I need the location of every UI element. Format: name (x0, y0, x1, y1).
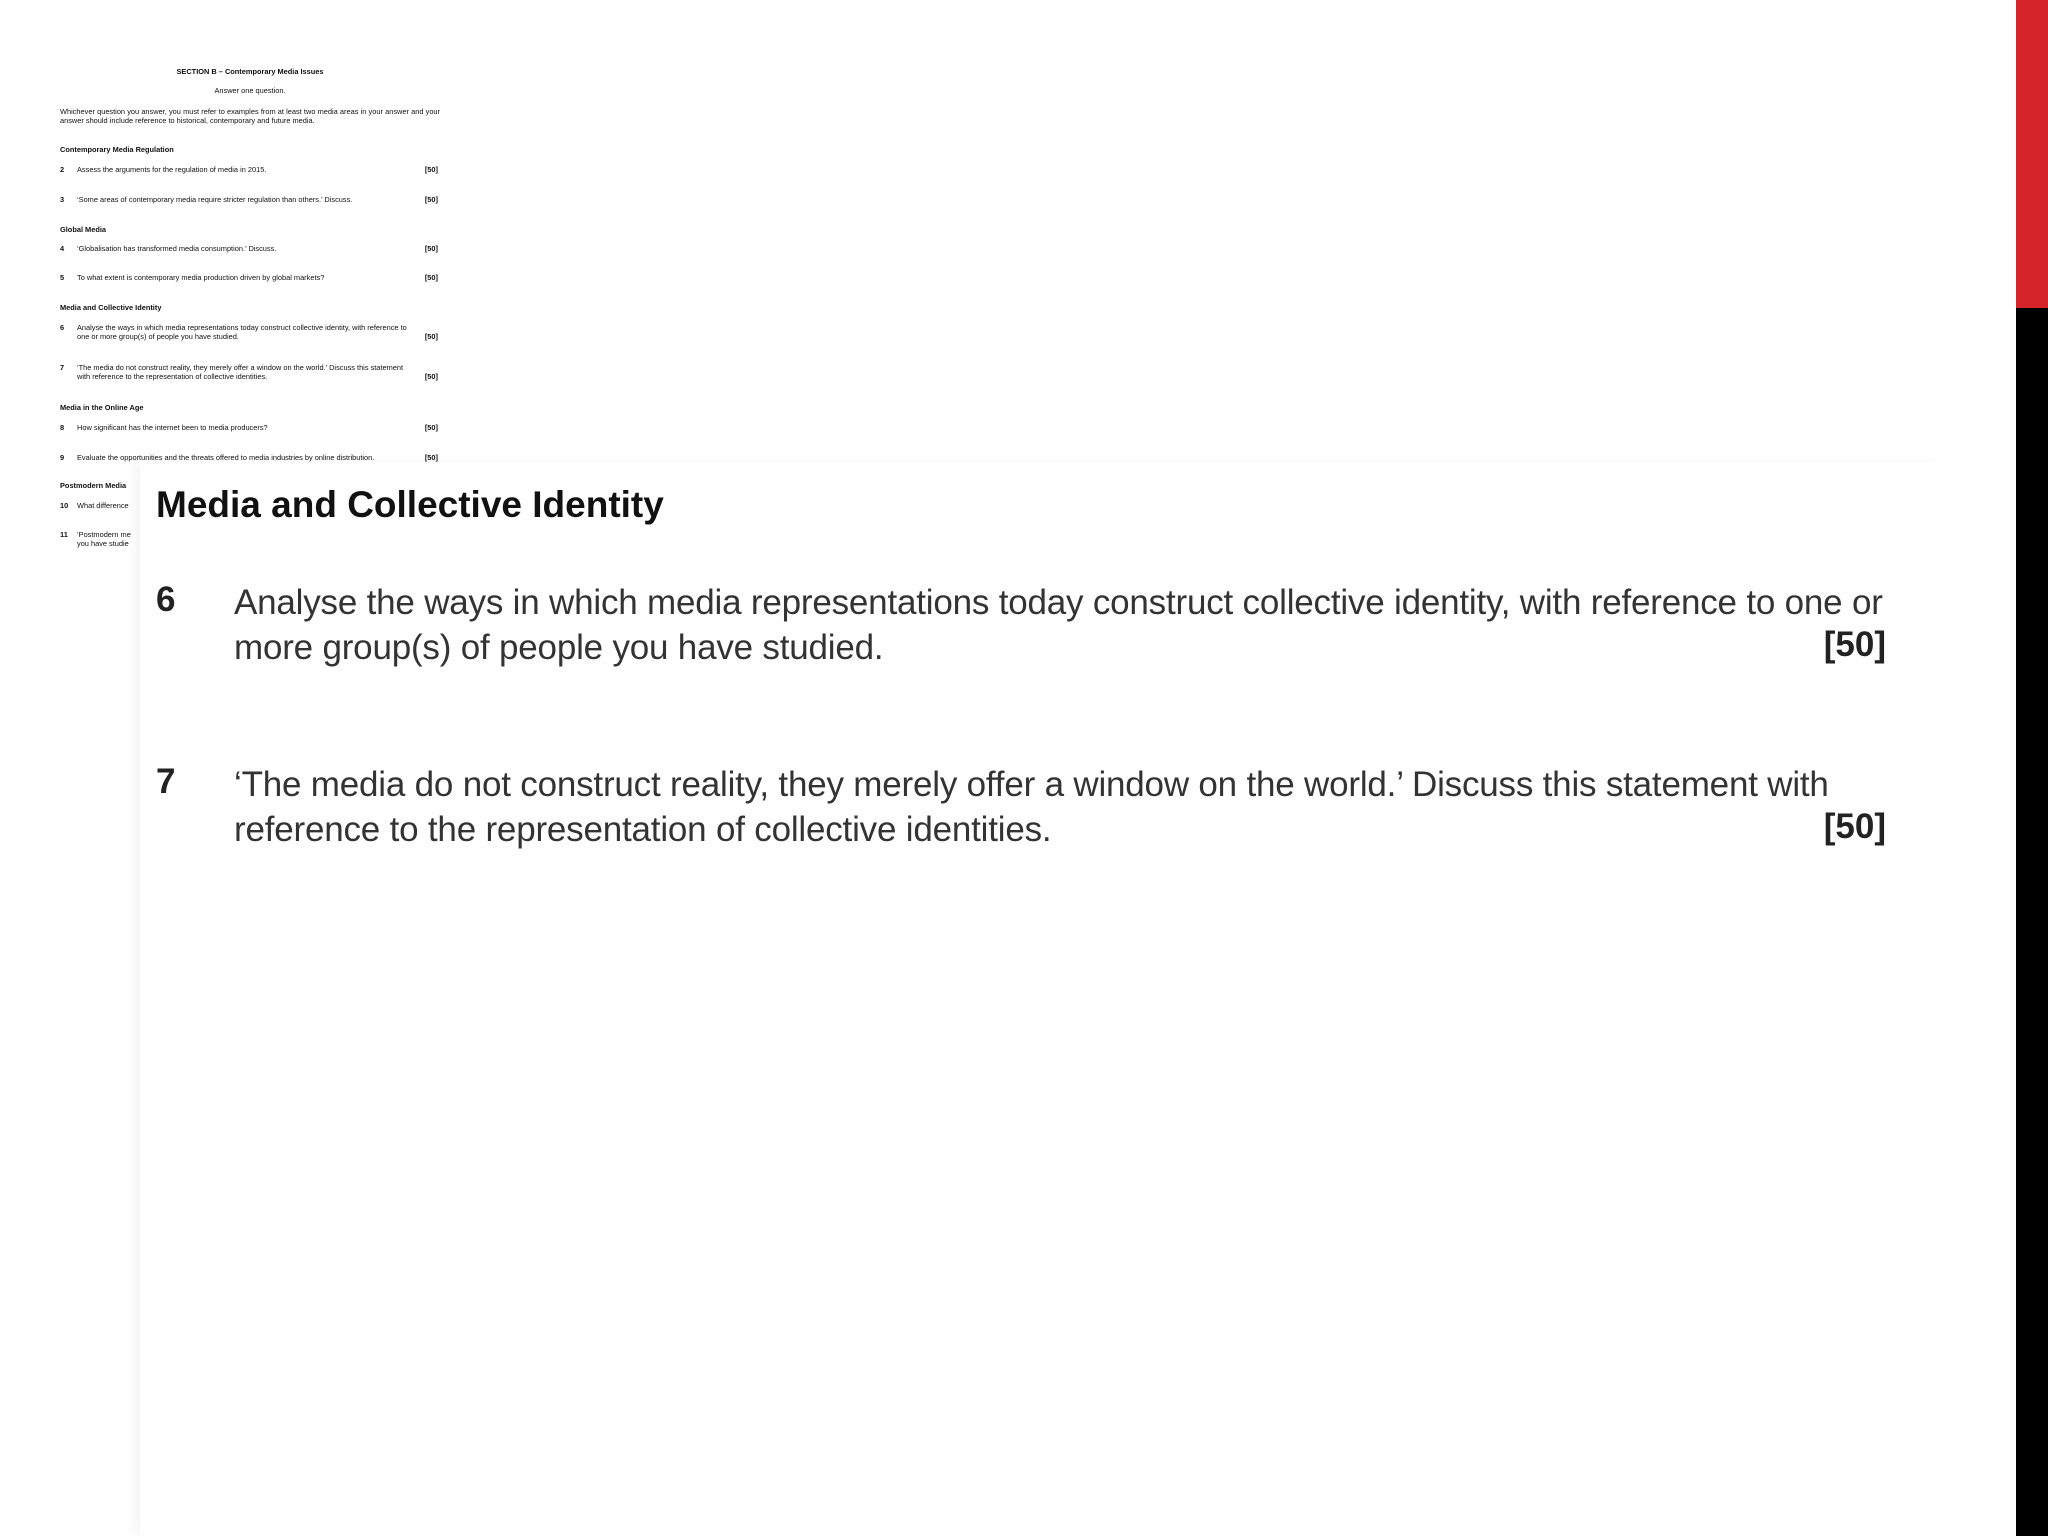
section-title: SECTION B – Contemporary Media Issues (176, 67, 324, 76)
heading-regulation: Contemporary Media Regulation (60, 145, 174, 154)
excerpt-question-text: Analyse the ways in which media representations today construct collective identity, with reference to one or more group(s) of people you have studied. (234, 583, 1883, 667)
excerpt-question-mark: [50] (1823, 807, 1886, 846)
question-number: 4 (60, 244, 65, 253)
intro-paragraph: Whichever question you answer, you must refer to examples from at least two media areas in your answer and your answer should include reference to historical, contemporary and future media. (60, 107, 440, 125)
question-number: 9 (60, 453, 65, 462)
excerpt-question-number: 7 (156, 762, 176, 801)
excerpt-question-number: 6 (156, 580, 176, 619)
zoomed-excerpt (140, 462, 1940, 1536)
heading-online: Media in the Online Age (60, 403, 144, 412)
excerpt-question-mark: [50] (1823, 625, 1886, 664)
heading-identity: Media and Collective Identity (60, 303, 162, 312)
excerpt-heading: Media and Collective Identity (156, 484, 664, 525)
answer-instruction: Answer one question. (214, 86, 286, 95)
question-mark: [50] (424, 372, 438, 381)
question-number: 10 (60, 501, 69, 510)
question-mark: [50] (424, 165, 438, 174)
heading-postmodern: Postmodern Media (60, 481, 127, 490)
question-mark: [50] (424, 244, 438, 253)
question-text: ‘Postmodern me you have studie (77, 530, 131, 548)
heading-global: Global Media (60, 225, 106, 234)
question-text: Assess the arguments for the regulation of media in 2015. (77, 165, 267, 174)
excerpt-question-text: ‘The media do not construct reality, they merely offer a window on the world.’ Discuss this statement with reference to the representation of collective identities. (234, 765, 1829, 849)
question-text: ‘The media do not construct reality, they merely offer a window on the world.’ Discuss this statement with reference to the representation of collective identities. (77, 363, 404, 381)
question-number: 2 (60, 165, 65, 174)
slide-accent-bar-red (2016, 0, 2048, 308)
question-text: To what extent is contemporary media production driven by global markets? (77, 273, 325, 282)
question-number: 7 (60, 363, 65, 372)
question-number: 8 (60, 423, 65, 432)
question-mark: [50] (424, 453, 438, 462)
question-text: What difference (77, 501, 129, 510)
question-mark: [50] (424, 195, 438, 204)
question-text: How significant has the internet been to media producers? (77, 423, 268, 432)
question-text: Evaluate the opportunities and the threats offered to media industries by online distribution. (77, 453, 375, 462)
question-mark: [50] (424, 332, 438, 341)
question-text: ‘Globalisation has transformed media consumption.’ Discuss. (77, 244, 277, 253)
question-number: 11 (60, 530, 68, 539)
question-mark: [50] (424, 273, 438, 282)
question-number: 5 (60, 273, 65, 282)
question-number: 6 (60, 323, 65, 332)
question-mark: [50] (424, 423, 438, 432)
question-number: 3 (60, 195, 65, 204)
question-text: Analyse the ways in which media representations today construct collective identity, with reference to one or more group(s) of people you have studied. (77, 323, 407, 341)
slide-accent-bar-black (2016, 308, 2048, 1536)
question-text: ‘Some areas of contemporary media require stricter regulation than others.’ Discuss. (77, 195, 353, 204)
